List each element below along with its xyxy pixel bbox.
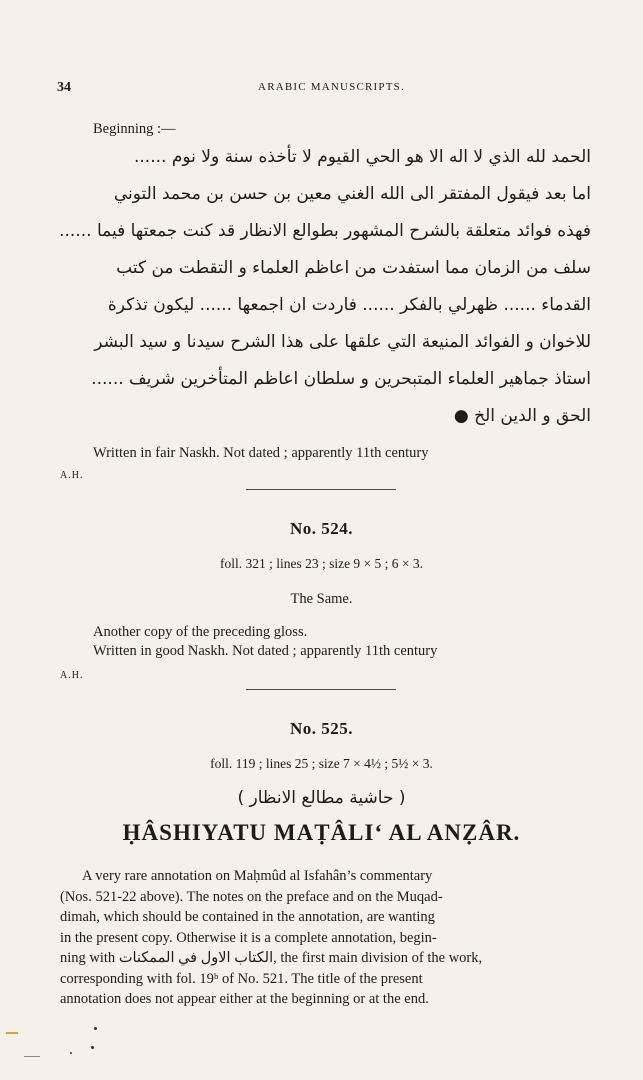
arabic-line: سلف من الزمان مما استفدت من اعاظم العلماء و التقطت من كتب xyxy=(116,258,591,278)
arabic-line: الحق و الدين الخ ● xyxy=(453,406,591,426)
paragraph-line: (Nos. 521-22 above). The notes on the preface and on the Muqad- xyxy=(60,888,443,905)
entry-meta: foll. 321 ; lines 23 ; size 9 × 5 ; 6 × 3. xyxy=(219,556,424,571)
paragraph-line: A very rare annotation on Maḥmûd al Isfahân’s commentary xyxy=(82,868,433,884)
page-number: 34 xyxy=(57,80,71,95)
arabic-line: القدماء ...... ظهرلي بالفكر ...... فاردت ان اجمعها ...... ليكون تذكرة xyxy=(107,295,591,315)
paragraph-line: corresponding with fol. 19ᵇ of No. 521. The title of the present xyxy=(60,970,423,987)
arabic-line: استاذ جماهير العلماء المتبحرين و سلطان اعاظم المتأخرين شريف ...... xyxy=(91,369,591,389)
ah-note: A.H. xyxy=(60,670,84,681)
ink-speck xyxy=(91,1046,94,1049)
arabic-line: الحمد لله الذي لا اله الا هو الحي القيوم لا تأخذه سنة ولا نوم ...... xyxy=(134,147,591,167)
beginning-label: Beginning :— xyxy=(93,121,176,137)
arabic-line: للاخوان و الفوائد المنيعة التي علقها على هذا الشرح سيدنا و سيد البشر xyxy=(94,332,591,352)
arabic-title: ( حاشية مطالع الانظار ) xyxy=(237,788,406,808)
entry-number: No. 525. xyxy=(289,719,354,738)
ink-speck xyxy=(70,1052,72,1054)
running-title: ARABIC MANUSCRIPTS. xyxy=(258,81,405,93)
section-divider xyxy=(246,489,396,490)
page-mark xyxy=(6,1032,18,1034)
arabic-line: فهذه فوائد متعلقة بالشرح المشهور بطوالع الانظار قد كنت جمعتها فيما ...... xyxy=(59,221,591,241)
description-paragraph xyxy=(60,866,590,1010)
entry-number: No. 524. xyxy=(289,519,354,538)
paragraph-line: dimah, which should be contained in the annotation, are wanting xyxy=(60,909,435,925)
ah-note: A.H. xyxy=(60,470,84,481)
page-mark xyxy=(24,1056,40,1057)
paragraph-line: in the present copy. Otherwise it is a complete annotation, begin- xyxy=(60,929,437,946)
entry-line: Written in good Naskh. Not dated ; apparently 11th century xyxy=(93,643,438,659)
entry-meta: foll. 119 ; lines 25 ; size 7 × 4½ ; 5½ × 3. xyxy=(210,756,433,771)
ink-speck xyxy=(94,1027,97,1030)
entry-title: The Same. xyxy=(290,591,353,607)
script-note: Written in fair Naskh. Not dated ; apparently 11th century xyxy=(93,445,429,461)
arabic-line: اما بعد فيقول المفتقر الى الله الغني معين بن حسن بن محمد التوني xyxy=(113,184,591,204)
work-title: ḤÂSHIYATU MAṬÂLI‘ AL ANẒÂR. xyxy=(122,820,521,845)
entry-line: Another copy of the preceding gloss. xyxy=(93,624,308,640)
paragraph-line: ning with الكتاب الاول في الممكنات, the first main division of the work, xyxy=(60,950,483,966)
paragraph-line: annotation does not appear either at the beginning or at the end. xyxy=(60,991,429,1007)
section-divider xyxy=(246,689,396,690)
